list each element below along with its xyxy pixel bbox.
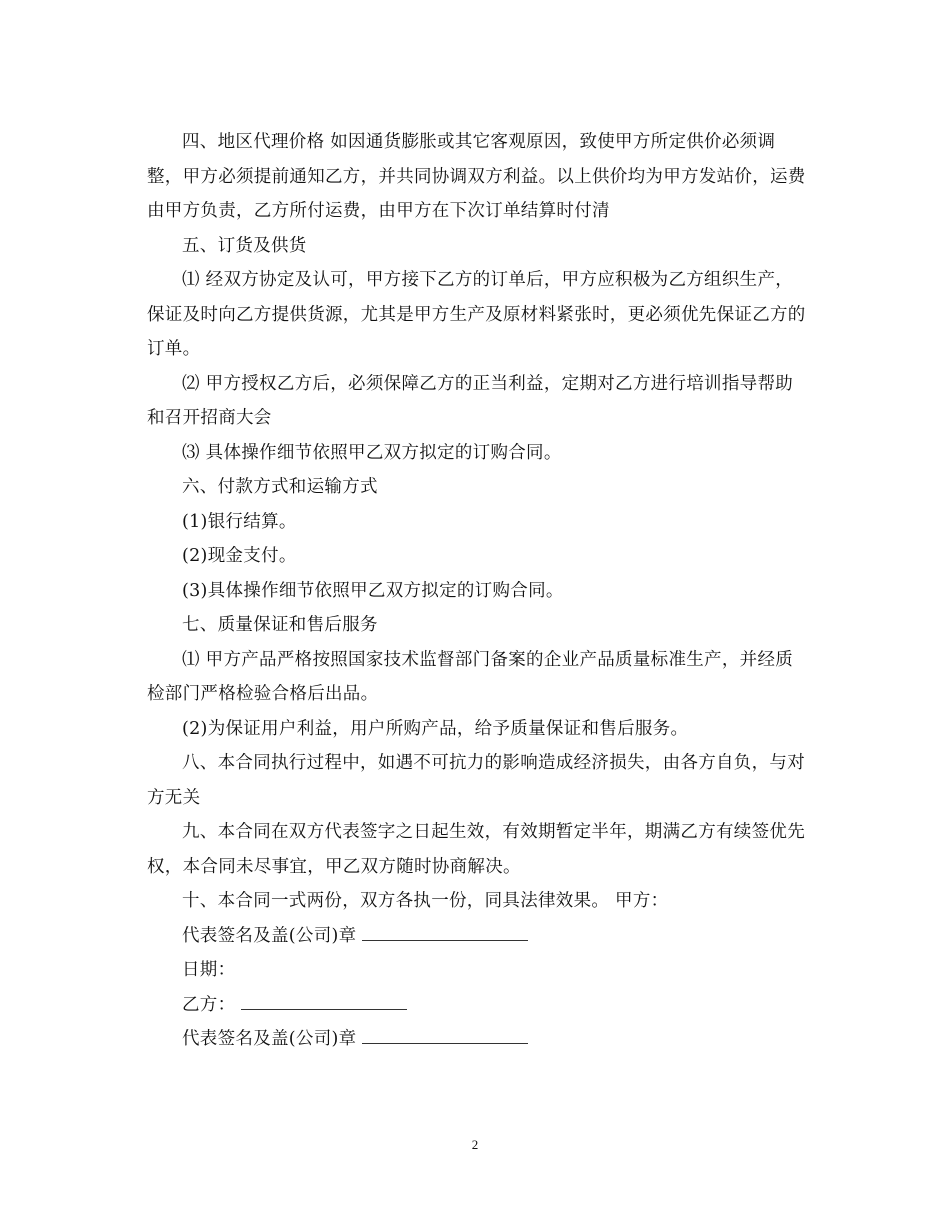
clause-6-item-3: (3)具体操作细节依照甲乙双方拟定的订购合同。 — [182, 580, 564, 601]
date-label: 日期： — [182, 960, 236, 980]
clause-9: 九、本合同在双方代表签字之日起生效，有效期暂定半年，期满乙方有续签优先权，本合同未尽事宜，甲乙双方随时协商解决。 — [147, 822, 805, 877]
page-number: 2 — [471, 1137, 479, 1152]
clause-6-item-2: (2)现金支付。 — [182, 546, 297, 566]
party-a-signature-blank — [362, 939, 528, 941]
party-b-signature-blank — [362, 1042, 528, 1044]
clause-6-heading: 六、付款方式和运输方式 — [182, 477, 378, 497]
clause-4-price-adjustment: 四、地区代理价格 如因通货膨胀或其它客观原因，致使甲方所定供价必须调整，甲方必须提前通知乙方，并共同协调双方利益。以上供价均为甲方发站价，运费由甲方负责，乙方所付运费，由甲方在下次订单结算时付清 — [147, 132, 806, 221]
party-b-line — [147, 988, 807, 1023]
party-a-sign-label: 代表签名及盖(公司)章 — [182, 925, 357, 946]
clause-5-item-1: ⑴ 经双方协定及认可，甲方接下乙方的订单后，甲方应积极为乙方组织生产，保证及时向乙方提供货源，尤其是甲方生产及原材料紧张时，更必须优先保证乙方的订单。 — [147, 270, 806, 359]
clause-7-item-2: (2)为保证用户利益，用户所购产品，给予质量保证和售后服务。 — [182, 718, 689, 739]
party-b-sign-label: 代表签名及盖(公司)章 — [182, 1029, 357, 1049]
contract-body — [147, 125, 807, 1057]
clause-5-item-2: ⑵ 甲方授权乙方后，必须保障乙方的正当利益，定期对乙方进行培训指导帮助和召开招商大会 — [147, 373, 794, 428]
date-line — [147, 953, 807, 988]
party-b-blank — [241, 1008, 407, 1010]
clause-5-item-3: ⑶ 具体操作细节依照甲乙双方拟定的订购合同。 — [182, 442, 562, 463]
clause-10: 十、本合同一式两份，双方各执一份，同具法律效果。 甲方： — [182, 891, 669, 911]
clause-8: 八、本合同执行过程中，如遇不可抗力的影响造成经济损失，由各方自负，与对方无关 — [147, 753, 805, 808]
clause-5-heading: 五、订货及供货 — [182, 235, 307, 256]
party-b-label: 乙方： — [182, 994, 236, 1015]
clause-7-item-1: ⑴ 甲方产品严格按照国家技术监督部门备案的企业产品质量标准生产，并经质检部门严格检验合格后出品。 — [147, 649, 794, 704]
party-b-signature-line — [147, 1022, 807, 1057]
party-a-signature-line — [147, 919, 807, 954]
clause-7-heading: 七、质量保证和售后服务 — [182, 615, 378, 635]
clause-6-item-1: (1)银行结算。 — [182, 511, 297, 532]
